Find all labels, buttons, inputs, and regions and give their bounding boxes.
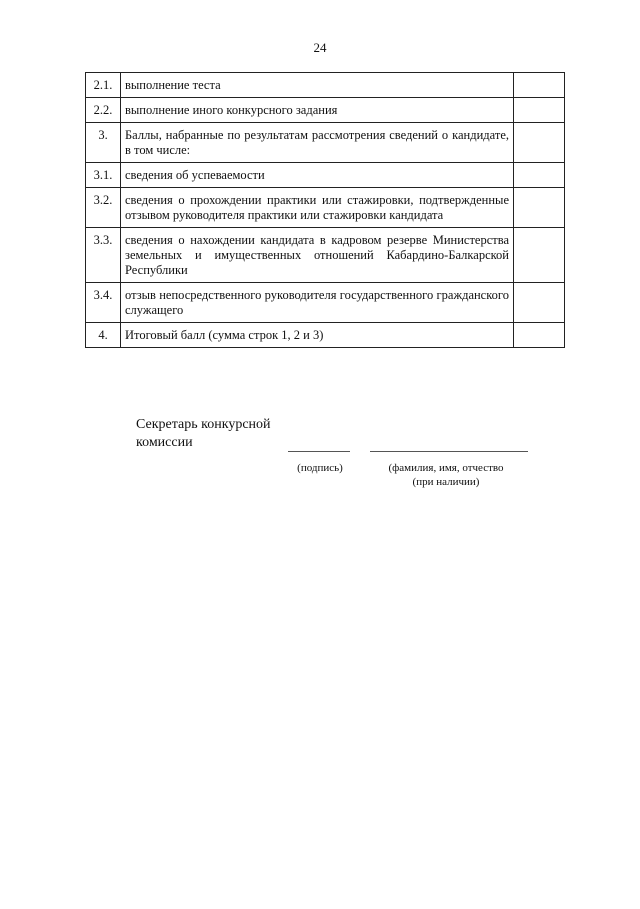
row-description: отзыв непосредственного руководителя государственного гражданского служащего (121, 283, 514, 323)
table-row (86, 98, 565, 123)
score-cell (514, 73, 565, 98)
fullname-caption-line2: (при наличии) (412, 476, 480, 488)
row-description: Баллы, набранные по результатам рассмотрения сведений о кандидате, в том числе: (121, 123, 514, 163)
table-row (86, 283, 565, 323)
score-cell (514, 188, 565, 228)
fullname-caption-line1: (фамилия, имя, отчество (388, 462, 504, 474)
signature-caption: (подпись) (297, 462, 343, 474)
page-number: 24 (313, 40, 327, 55)
table-row (86, 323, 565, 348)
row-number: 3. (86, 123, 121, 163)
row-number: 2.2. (86, 98, 121, 123)
score-cell (514, 283, 565, 323)
fullname-line (370, 451, 528, 452)
row-description: Итоговый балл (сумма строк 1, 2 и 3) (121, 323, 514, 348)
score-table (85, 72, 565, 348)
row-description: выполнение теста (121, 73, 514, 98)
table-row (86, 123, 565, 163)
row-number: 4. (86, 323, 121, 348)
score-cell (514, 98, 565, 123)
row-description: выполнение иного конкурсного задания (121, 98, 514, 123)
secretary-title (136, 416, 271, 452)
row-description: сведения о прохождении практики или стажировки, подтвержденные отзывом руководителя практики или стажировки кандидата (121, 188, 514, 228)
secretary-title-line1: Секретарь конкурсной (136, 417, 271, 432)
row-description: сведения о нахождении кандидата в кадровом резерве Министерства земельных и имущественных отношений Кабардино-Балкарской Республики (121, 228, 514, 283)
score-cell (514, 123, 565, 163)
fullname-caption (376, 461, 516, 489)
secretary-title-line2: комиссии (136, 435, 193, 450)
row-number: 3.4. (86, 283, 121, 323)
score-cell (514, 323, 565, 348)
row-description: сведения об успеваемости (121, 163, 514, 188)
table-row (86, 73, 565, 98)
score-cell (514, 163, 565, 188)
table-row (86, 163, 565, 188)
score-cell (514, 228, 565, 283)
row-number: 2.1. (86, 73, 121, 98)
row-number: 3.2. (86, 188, 121, 228)
row-number: 3.3. (86, 228, 121, 283)
signature-line (288, 451, 350, 452)
table-row (86, 188, 565, 228)
row-number: 3.1. (86, 163, 121, 188)
table-row (86, 228, 565, 283)
